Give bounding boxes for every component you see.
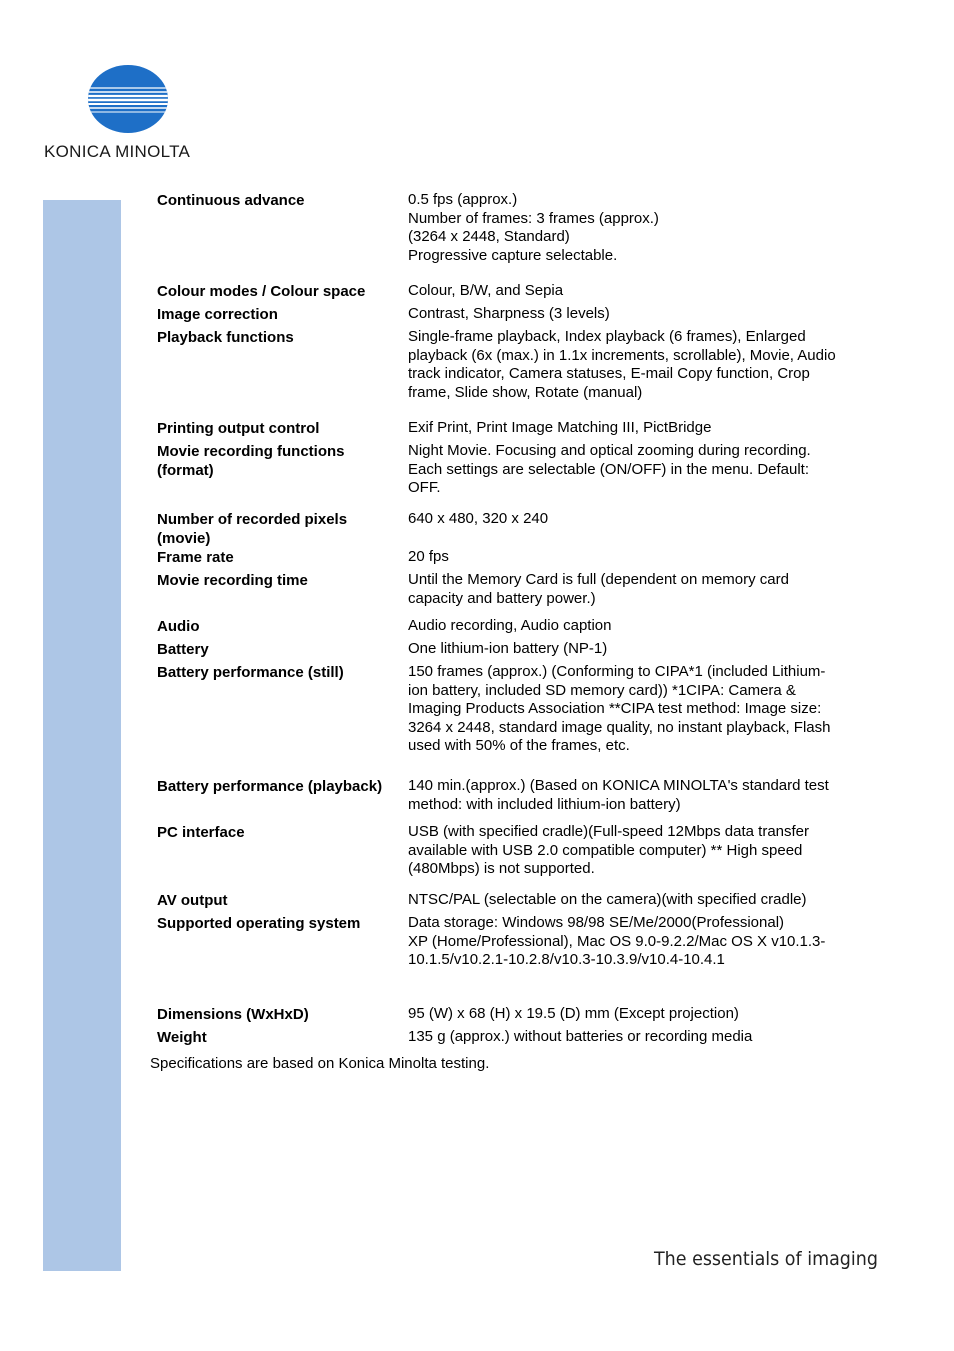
globe-logo-icon xyxy=(86,64,170,134)
spec-value-line: 150 frames (approx.) (Conforming to CIPA*1 (included Lithium- xyxy=(408,663,826,680)
spec-label: Weight xyxy=(157,1029,207,1046)
spec-value-line: Each settings are selectable (ON/OFF) in the menu. Default: xyxy=(408,460,810,478)
spec-value-line: available with USB 2.0 compatible computer) ** High speed xyxy=(408,841,803,859)
spec-value-line: Contrast, Sharpness (3 levels) xyxy=(408,305,610,322)
spec-label: Continuous advance xyxy=(157,192,305,209)
spec-value-line: 95 (W) x 68 (H) x 19.5 (D) mm (Except projection) xyxy=(408,1005,739,1022)
spec-value xyxy=(408,823,878,879)
spec-value-line: 0.5 fps (approx.) xyxy=(408,191,518,208)
spec-value-line: Data storage: Windows 98/98 SE/Me/2000(Professional) xyxy=(408,914,785,931)
spec-value xyxy=(408,442,878,498)
spec-value-line: 140 min.(approx.) (Based on KONICA MINOLTA's standard test xyxy=(408,777,829,794)
spec-value xyxy=(408,305,878,324)
spec-value-line: 3264 x 2448, standard image quality, no instant playback, Flash xyxy=(408,718,831,736)
spec-value xyxy=(408,891,878,910)
spec-value-line: method: with included lithium-ion battery) xyxy=(408,795,681,813)
spec-label: Number of recorded pixels (movie) xyxy=(157,511,348,547)
spec-value-line: 10.1.5/v10.2.1-10.2.8/v10.3-10.3.9/v10.4-10.4.1 xyxy=(408,951,725,969)
spec-value xyxy=(408,191,878,265)
spec-value xyxy=(408,1028,878,1047)
spec-label: Frame rate xyxy=(157,549,234,566)
spec-label: Playback functions xyxy=(157,329,294,346)
spec-value-line: capacity and battery power.) xyxy=(408,589,596,607)
spec-value-line: used with 50% of the frames, etc. xyxy=(408,737,630,755)
spec-value-line: Exif Print, Print Image Matching III, PictBridge xyxy=(408,419,712,436)
spec-label: Colour modes / Colour space xyxy=(157,283,366,300)
spec-label: AV output xyxy=(157,892,228,909)
spec-value xyxy=(408,1005,878,1024)
footnote: Specifications are based on Konica Minolta testing. xyxy=(150,1055,490,1072)
spec-value-line: XP (Home/Professional), Mac OS 9.0-9.2.2/Mac OS X v10.1.3- xyxy=(408,932,826,950)
spec-value-line: OFF. xyxy=(408,479,441,497)
spec-value-line: 135 g (approx.) without batteries or recording media xyxy=(408,1028,753,1045)
spec-label: Printing output control xyxy=(157,420,320,437)
spec-value-line: USB (with specified cradle)(Full-speed 12Mbps data transfer xyxy=(408,823,810,840)
spec-value xyxy=(408,419,878,438)
spec-value-line: (3264 x 2448, Standard) xyxy=(408,228,570,246)
spec-label: Battery performance (still) xyxy=(157,664,344,681)
sidebar-band xyxy=(43,200,121,1271)
spec-label: Movie recording time xyxy=(157,572,308,589)
spec-value xyxy=(408,640,878,659)
spec-value-line: track indicator, Camera statuses, E-mail Copy function, Crop xyxy=(408,365,810,383)
spec-label: Image correction xyxy=(157,306,278,323)
spec-value-line: (480Mbps) is not supported. xyxy=(408,860,595,878)
spec-value-line: Number of frames: 3 frames (approx.) xyxy=(408,209,659,227)
spec-value-line: 20 fps xyxy=(408,548,449,565)
tagline: The essentials of imaging xyxy=(654,1248,878,1270)
spec-label: Movie recording functions (format) xyxy=(157,443,345,479)
spec-value xyxy=(408,510,878,529)
spec-value-line: Progressive capture selectable. xyxy=(408,246,618,264)
spec-value-line: ion battery, included SD memory card)) *1CIPA: Camera & xyxy=(408,681,796,699)
spec-value-line: One lithium-ion battery (NP-1) xyxy=(408,640,608,657)
spec-value xyxy=(408,548,878,567)
spec-value-line: Imaging Products Association **CIPA test method: Image size: xyxy=(408,700,822,718)
spec-value xyxy=(408,663,878,756)
spec-label: Supported operating system xyxy=(157,915,361,932)
spec-value-line: NTSC/PAL (selectable on the camera)(with specified cradle) xyxy=(408,891,807,908)
spec-value-line: frame, Slide show, Rotate (manual) xyxy=(408,383,643,401)
spec-value-line: Colour, B/W, and Sepia xyxy=(408,282,564,299)
spec-value-line: Audio recording, Audio caption xyxy=(408,617,612,634)
spec-value-line: 640 x 480, 320 x 240 xyxy=(408,510,549,527)
spec-value-line: playback (6x (max.) in 1.1x increments, scrollable), Movie, Audio xyxy=(408,346,836,364)
spec-value-line: Night Movie. Focusing and optical zooming during recording. xyxy=(408,442,811,459)
brand-name: KONICA MINOLTA xyxy=(44,142,191,161)
spec-value-line: Until the Memory Card is full (dependent on memory card xyxy=(408,571,789,588)
spec-label: Dimensions (WxHxD) xyxy=(157,1006,309,1023)
spec-value xyxy=(408,777,878,814)
spec-label: Battery xyxy=(157,641,209,658)
spec-label: PC interface xyxy=(157,824,245,841)
spec-value xyxy=(408,282,878,301)
konica-minolta-logo xyxy=(44,64,214,164)
spec-label: Battery performance (playback) xyxy=(157,778,383,795)
spec-value-line: Single-frame playback, Index playback (6 frames), Enlarged xyxy=(408,328,806,345)
spec-value xyxy=(408,571,878,608)
spec-value xyxy=(408,617,878,636)
spec-value xyxy=(408,328,878,402)
spec-label: Audio xyxy=(157,618,200,635)
spec-value xyxy=(408,914,878,970)
